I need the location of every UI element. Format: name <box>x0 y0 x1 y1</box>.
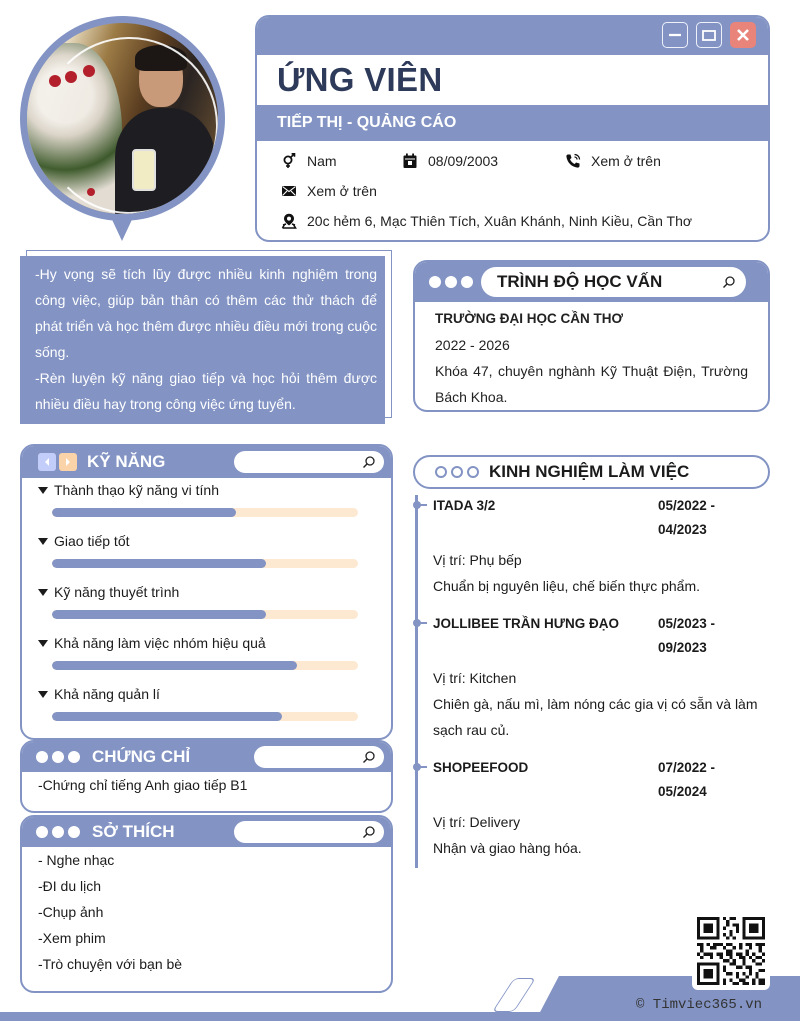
caret-down-icon <box>38 487 48 494</box>
arrow-left-icon <box>43 457 51 467</box>
name-bar <box>257 55 768 105</box>
copyright-text: © Timviec365.vn <box>636 997 763 1013</box>
dot-icon <box>52 751 64 763</box>
date-start: 05/2022 - <box>658 498 716 513</box>
job-position: Vị trí: Kitchen <box>433 670 517 686</box>
close-icon <box>735 27 751 43</box>
dot-icon <box>68 826 80 838</box>
skill-item <box>38 584 179 600</box>
skill-label: Khả năng làm việc nhóm hiệu quả <box>54 635 266 651</box>
hobbies-search[interactable] <box>234 821 384 843</box>
minimize-icon <box>667 27 683 43</box>
skill-label: Thành thạo kỹ năng vi tính <box>54 482 219 498</box>
job-description: Chuẩn bị nguyên liệu, chế biến thực phẩm. <box>433 578 700 594</box>
objective-box <box>20 256 385 424</box>
certificates-header <box>22 742 391 772</box>
skill-progress <box>52 661 358 670</box>
certificates-panel <box>20 740 393 813</box>
skill-progress-fill <box>52 712 282 721</box>
skill-label: Kỹ năng thuyết trình <box>54 584 180 600</box>
skills-header <box>22 446 391 478</box>
school-name: TRƯỜNG ĐẠI HỌC CẦN THƠ <box>435 311 623 326</box>
skills-search[interactable] <box>234 451 384 473</box>
phone-row <box>565 153 661 169</box>
search-icon <box>362 455 376 469</box>
phone-icon <box>565 153 581 169</box>
caret-down-icon <box>38 589 48 596</box>
qr-code[interactable] <box>692 912 770 990</box>
company-name: SHOPEEFOOD <box>433 760 529 775</box>
phone-value: Xem ở trên <box>591 153 661 169</box>
maximize-button[interactable] <box>696 22 722 48</box>
skill-label: Giao tiếp tốt <box>54 533 130 549</box>
skill-item <box>38 635 266 651</box>
gender-row <box>281 153 337 169</box>
timeline-tick <box>418 766 427 768</box>
skills-nav <box>38 453 77 471</box>
dot-icon <box>429 276 441 288</box>
skill-progress-fill <box>52 559 266 568</box>
hobby-item: -Xem phim <box>38 930 106 946</box>
decorative-slash <box>492 978 536 1012</box>
email-row <box>281 183 377 199</box>
date-start: 05/2023 - <box>658 616 716 631</box>
search-icon <box>362 825 376 839</box>
location-icon <box>281 213 297 229</box>
certificates-search[interactable] <box>254 746 384 768</box>
dot-icon <box>36 826 48 838</box>
dot-outline-icon <box>467 466 479 478</box>
company-name: JOLLIBEE TRẦN HƯNG ĐẠO <box>433 616 619 631</box>
certificates-list <box>22 772 391 798</box>
prev-button[interactable] <box>38 453 56 471</box>
dot-outline-icon <box>435 466 447 478</box>
caret-down-icon <box>38 640 48 647</box>
certificates-title: CHỨNG CHỈ <box>92 747 191 766</box>
window-dots <box>36 826 80 838</box>
company-name: ITADA 3/2 <box>433 498 496 513</box>
avatar-inner-ring <box>41 37 218 214</box>
skills-panel <box>20 444 393 740</box>
job-description: Nhận và giao hàng hóa. <box>433 840 582 856</box>
timeline-line <box>415 495 418 868</box>
timeline-tick <box>418 504 427 506</box>
dot-icon <box>68 751 80 763</box>
skill-progress <box>52 610 358 619</box>
skill-item <box>38 533 130 549</box>
dot-icon <box>461 276 473 288</box>
education-panel <box>413 260 770 412</box>
hobbies-list <box>22 847 391 977</box>
qr-code-icon <box>697 917 765 985</box>
candidate-name: ỨNG VIÊN <box>277 61 443 98</box>
skill-item <box>38 686 160 702</box>
education-period: 2022 - 2026 <box>435 337 510 353</box>
address-value: 20c hẻm 6, Mạc Thiên Tích, Xuân Khánh, Ninh Kiều, Cần Thơ <box>307 213 693 229</box>
footer-band <box>0 1012 800 1021</box>
skill-progress <box>52 508 358 517</box>
search-icon <box>362 750 376 764</box>
education-title: TRÌNH ĐỘ HỌC VẤN <box>497 272 663 291</box>
maximize-icon <box>701 27 717 43</box>
job-position: Vị trí: Delivery <box>433 814 521 830</box>
job-description: sạch rau củ. <box>433 722 510 738</box>
date-start: 07/2022 - <box>658 760 716 775</box>
timeline-tick <box>418 622 427 624</box>
dot-outline-icon <box>451 466 463 478</box>
avatar <box>20 16 225 241</box>
minimize-button[interactable] <box>662 22 688 48</box>
hobby-item: -Chụp ảnh <box>38 904 104 920</box>
birthday-value: 08/09/2003 <box>428 153 499 169</box>
date-end: 04/2023 <box>658 522 707 537</box>
window-dots <box>435 466 479 478</box>
gender-value: Nam <box>307 153 337 169</box>
email-value: Xem ở trên <box>307 183 377 199</box>
arrow-right-icon <box>64 457 72 467</box>
hobbies-title: SỞ THÍCH <box>92 822 175 841</box>
skill-item <box>38 482 219 498</box>
search-icon <box>722 275 736 289</box>
hobbies-panel <box>20 815 393 993</box>
header-titlebar <box>257 17 768 55</box>
hobby-item: -ĐI du lịch <box>38 878 102 894</box>
skill-progress-fill <box>52 610 266 619</box>
skill-label: Khả năng quản lí <box>54 686 160 702</box>
certificate-item: -Chứng chỉ tiếng Anh giao tiếp B1 <box>38 777 248 793</box>
dot-icon <box>445 276 457 288</box>
experience-title: KINH NGHIỆM LÀM VIỆC <box>489 462 690 481</box>
education-description: Khóa 47, chuyên nghành Kỹ Thuật Điện, Trường Bách Khoa. <box>435 363 748 405</box>
skill-progress <box>52 559 358 568</box>
job-description: Chiên gà, nấu mì, làm nóng các gia vị có sẵn và làm <box>433 696 758 712</box>
window-dots <box>429 276 473 288</box>
dot-icon <box>52 826 64 838</box>
objective-paragraph: -Rèn luyện kỹ năng giao tiếp và học hỏi thêm được nhiều điều hay trong công việc ứng tuyển. <box>35 370 377 412</box>
calendar-icon <box>402 153 418 169</box>
next-button[interactable] <box>59 453 77 471</box>
mail-icon <box>281 183 297 199</box>
window-controls <box>662 22 756 48</box>
education-header <box>415 262 768 302</box>
avatar-pointer <box>108 211 136 241</box>
date-end: 05/2024 <box>658 784 707 799</box>
profile-photo <box>27 23 218 214</box>
header-window <box>255 15 770 242</box>
gender-icon <box>281 153 297 169</box>
hobby-item: -Trò chuyện với bạn bè <box>38 956 183 972</box>
skill-progress-fill <box>52 661 297 670</box>
date-end: 09/2023 <box>658 640 707 655</box>
caret-down-icon <box>38 538 48 545</box>
education-title-search[interactable] <box>481 267 746 297</box>
experience-header <box>413 455 770 489</box>
address-row <box>281 213 692 229</box>
skills-title: KỸ NĂNG <box>87 452 166 471</box>
dot-icon <box>36 751 48 763</box>
job-position: Vị trí: Phụ bếp <box>433 552 522 568</box>
caret-down-icon <box>38 691 48 698</box>
objective-paragraph: -Hy vọng sẽ tích lũy được nhiều kinh nghiệm trong công việc, giúp bản thân có thêm các thử thách để phát triển và học thêm được nhiều điều mới trong cuộc sống. <box>35 266 377 360</box>
birthday-row <box>402 153 498 169</box>
close-button[interactable] <box>730 22 756 48</box>
hobby-item: - Nghe nhạc <box>38 852 115 868</box>
education-body <box>415 302 768 412</box>
skill-progress <box>52 712 358 721</box>
hobbies-header <box>22 817 391 847</box>
role-bar <box>257 105 768 141</box>
skill-progress-fill <box>52 508 236 517</box>
candidate-role: TIẾP THỊ - QUẢNG CÁO <box>277 114 457 131</box>
window-dots <box>36 751 80 763</box>
